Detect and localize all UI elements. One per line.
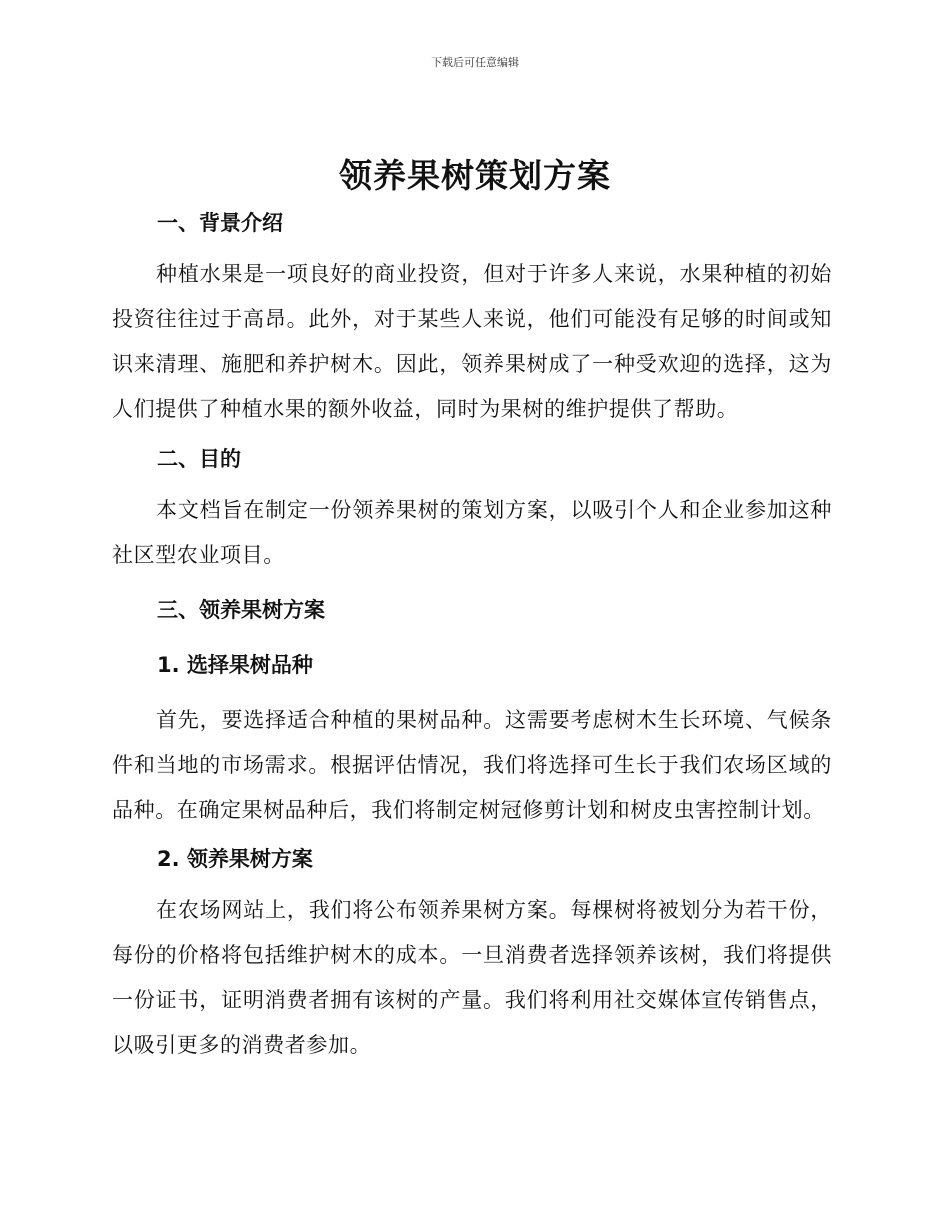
document-title: 领养果树策划方案	[339, 156, 611, 195]
subsection-heading-varieties: 1. 选择果树品种	[157, 653, 313, 677]
section-heading-background: 一、背景介绍	[157, 211, 283, 235]
paragraph-purpose: 本文档旨在制定一份领养果树的策划方案，以吸引个人和企业参加这种社区型农业项目。	[112, 498, 832, 567]
paragraph-varieties: 首先，要选择适合种植的果树品种。这需要考虑树木生长环境、气候条件和当地的市场需求。根据评估情况，我们将选择可生长于我们农场区域的品种。在确定果树品种后，我们将制定树冠修剪计划和树皮虫害控制计划。	[112, 708, 832, 822]
subsection-heading-adoption: 2. 领养果树方案	[157, 847, 313, 871]
section-heading-plan: 三、领养果树方案	[157, 598, 325, 622]
header-note: 下载后可任意编辑	[431, 56, 519, 69]
paragraph-background: 种植水果是一项良好的商业投资，但对于许多人来说，水果种植的初始投资往往过于高昂。此外，对于某些人来说，他们可能没有足够的时间或知识来清理、施肥和养护树木。因此，领养果树成了一种受欢迎的选择，这为人们提供了种植水果的额外收益，同时为果树的维护提供了帮助。	[112, 262, 832, 421]
section-heading-purpose: 二、目的	[157, 447, 241, 471]
paragraph-adoption: 在农场网站上，我们将公布领养果树方案。每棵树将被划分为若干份，每份的价格将包括维护树木的成本。一旦消费者选择领养该树，我们将提供一份证书，证明消费者拥有该树的产量。我们将利用社交媒体宣传销售点，以吸引更多的消费者参加。	[112, 898, 832, 1057]
